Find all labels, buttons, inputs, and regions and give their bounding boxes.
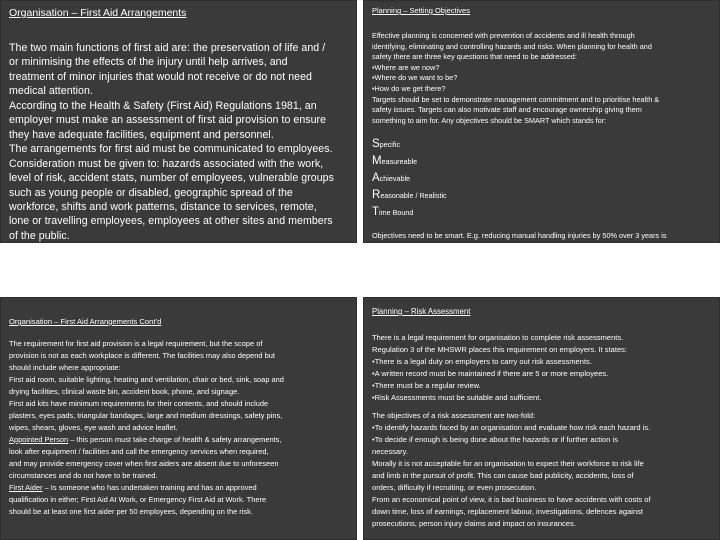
text-line: The two main functions of first aid are: the preservation of life and / — [9, 42, 326, 54]
text-line: There is a legal requirement for organisation to complete risk assessments. — [372, 333, 624, 342]
smart-initial: S — [372, 138, 380, 151]
smart-item-measureable — [372, 153, 711, 170]
text-line: medical attention. — [9, 85, 93, 98]
smart-word: pecific — [379, 140, 401, 150]
panel-first-aid-arrangements-contd — [0, 297, 357, 540]
spacer — [372, 403, 711, 410]
smart-word: easonable / Realistic — [380, 191, 447, 201]
smart-word: easureable — [381, 157, 418, 167]
panel-body — [372, 31, 711, 253]
text-line: safety issues. Targets can also motivate staff and encourage ownership giving them — [372, 105, 642, 115]
text-line: Effective planning is concerned with prevention of accidents and ill health through — [372, 31, 635, 40]
text-line: employer must make an assessment of first aid provision to ensure — [9, 114, 327, 127]
text-line: •There must be a regular review. — [372, 380, 481, 390]
panel-title: Planning – Risk Assessment — [372, 307, 471, 316]
text-line: First aid kits have minimum requirements for their contents, and should include — [9, 399, 269, 408]
first-aider-label: First Aider — [9, 483, 43, 492]
text-line: level of risk, accident stats, number of employees, vulnerable groups — [9, 172, 334, 185]
text-line: •There is a legal duty on employers to carry out risk assessments. — [372, 356, 592, 366]
text-line: drying facilities, clinical waste bin, accident book, phone, and signage. — [9, 387, 240, 396]
text-line: they have adequate facilities, equipment and personnel. — [9, 128, 274, 141]
text-line: wipes, shears, gloves, eye wash and advice leaflet. — [9, 423, 178, 432]
text-line: The arrangements for first aid must be communicated to employees. — [9, 143, 333, 156]
panel-title: Organisation – First Aid Arrangements — [9, 7, 187, 19]
text-line: down time, loss of earnings, replacement labour, investigations, defences against — [372, 506, 644, 516]
text-line: plasters, eyes pads, triangular bandages, large and medium dressings, safety pins, — [9, 411, 283, 420]
text-line: treatment of minor injuries that would not receive or do not need — [9, 70, 312, 83]
text-line: and may provide emergency cover when first aiders are absent due to unforeseen — [9, 459, 279, 468]
text-fragment: – Is someone who has undertaken training and has an approved — [42, 483, 257, 492]
text-line: necessary. — [372, 447, 408, 457]
text-line: should be at least one first aider per 50 employees, depending on the risk. — [9, 507, 253, 516]
text-line: identifying, eliminating and controlling hazards and risks. When planning for health and — [372, 41, 652, 51]
text-line: such as young people or disabled, geographic spread of the — [9, 186, 293, 199]
smart-word: chievable — [379, 174, 411, 184]
text-line: Objectives need to be smart. E.g. reducing manual handling injuries by 50% over 3 years is — [372, 231, 667, 241]
smart-item-time-bound — [372, 204, 711, 221]
text-line: •Where do we want to be? — [372, 73, 458, 83]
text-line: Consideration must be given to: hazards associated with the work, — [9, 157, 324, 170]
text-line: workforce, shifts and work patterns, distance to services, remote, — [9, 200, 317, 213]
panel-title: Planning – Setting Objectives — [372, 6, 470, 15]
text-line: Targets should be set to demonstrate management commitment and to prioritise health & — [372, 94, 660, 104]
smart-item-reasonable — [372, 187, 711, 204]
text-line — [9, 482, 348, 494]
text-line: safety there are three key questions that need to be addressed: — [372, 52, 577, 62]
smart-list — [372, 136, 711, 221]
text-line: According to the Health & Safety (First Aid) Regulations 1981, an — [9, 99, 317, 112]
text-line: of the public. — [9, 229, 70, 242]
panel-body — [372, 332, 711, 530]
panel-title: Organisation – First Aid Arrangements Cont’d — [9, 317, 162, 326]
text-line: From an economical point of view, it is bad business to have accidents with costs of — [372, 494, 651, 504]
text-line: Regulation 3 of the MHSWR places this requirement on employers. It states: — [372, 344, 628, 354]
panel-first-aid-arrangements — [0, 0, 357, 243]
smart-initial: A — [372, 172, 380, 185]
text-line: should include where appropriate: — [9, 363, 121, 372]
text-line: provision is not as each workplace is different. The facilities may also depend but — [9, 351, 275, 360]
panel-setting-objectives — [363, 0, 720, 251]
panel-risk-assessment — [363, 297, 720, 540]
text-line: The objectives of a risk assessment are two-fold: — [372, 411, 536, 421]
smart-word: ime Bound — [379, 208, 414, 218]
text-line: First aid room, suitable lighting, heating and ventilation, chair or bed, sink, soap and — [9, 375, 284, 384]
text-line: prosecutions, person injury claims and impact on insurances. — [372, 518, 576, 528]
text-line: and limb in the pursuit of profit. This can cause bad publicity, accidents, loss of — [372, 470, 634, 480]
text-line: something to aim for. Any objectives should be SMART which stands for: — [372, 115, 607, 125]
text-line: •Where are we now? — [372, 62, 440, 72]
text-line: SMART. Setting zero accidents is not. — [372, 241, 494, 251]
text-line: •To decide if enough is being done about the hazards or if further action is — [372, 435, 618, 445]
appointed-person-label: Appointed Person — [9, 435, 69, 444]
smart-initial: M — [372, 155, 382, 168]
smart-initial: R — [372, 189, 381, 202]
text-fragment: – this person must take charge of health & safety arrangements, — [68, 435, 282, 444]
text-line: •A written record must be maintained if there are 5 or more employees. — [372, 368, 609, 378]
smart-item-specific — [372, 136, 711, 153]
text-line — [9, 434, 348, 446]
text-line: •To identify hazards faced by an organisation and evaluate how risk each hazard is. — [372, 423, 651, 433]
text-line: circumstances and do not have to be trained. — [9, 471, 158, 480]
text-line: •Risk Assessments must be suitable and sufficient. — [372, 392, 542, 402]
text-line: lone or travelling employees, employees at other sites and members — [9, 215, 333, 228]
text-line: Morally it is not acceptable for an organisation to expect their workforce to risk life — [372, 459, 644, 469]
text-line: or minimising the effects of the injury until help arrives, and — [9, 56, 288, 69]
text-line: orders, difficulty if recruiting, or even prosecution. — [372, 482, 537, 492]
text-line: look after equipment / facilities and call the emergency services when required, — [9, 447, 269, 456]
smart-initial: T — [372, 206, 380, 219]
smart-item-achievable — [372, 170, 711, 187]
text-line: •How do we get there? — [372, 83, 446, 93]
text-line: qualification in either; First Aid At Work, or Emergency First Aid at Work. There — [9, 495, 267, 504]
text-line: The requirement for first aid provision is a legal requirement, but the scope of — [9, 339, 263, 348]
panel-body — [9, 41, 348, 243]
panel-body — [9, 338, 348, 518]
